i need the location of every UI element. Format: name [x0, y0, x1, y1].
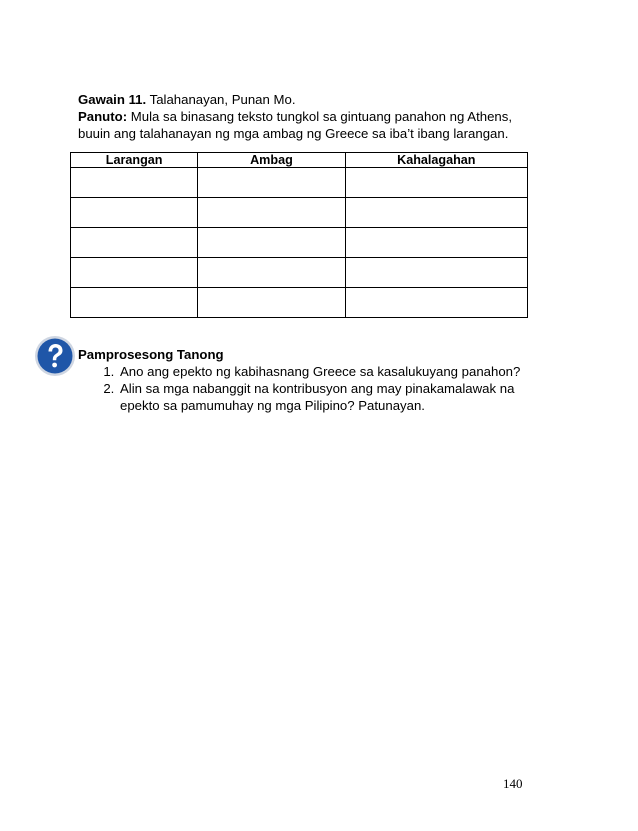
activity-subtitle: Talahanayan, Punan Mo. [146, 92, 296, 107]
instruction-label: Panuto: [78, 109, 128, 124]
questions-list [78, 363, 548, 414]
table-row [71, 198, 528, 228]
table-cell [71, 258, 198, 288]
table-row [71, 168, 528, 198]
table-row [71, 258, 528, 288]
question-mark-icon [34, 335, 76, 377]
processing-questions [78, 346, 548, 414]
activity-title-line [78, 91, 548, 108]
table-row [71, 228, 528, 258]
table-body [71, 168, 528, 318]
instruction-line-1 [78, 108, 548, 125]
questions-title: Pamprosesong Tanong [78, 347, 224, 362]
table-cell [345, 168, 527, 198]
table-cell [198, 228, 345, 258]
header-ambag: Ambag [198, 153, 345, 168]
table-header-row [71, 153, 528, 168]
table-cell [198, 198, 345, 228]
table-cell [198, 288, 345, 318]
table-cell [71, 228, 198, 258]
table-cell [71, 288, 198, 318]
instruction-line-2: buuin ang talahanayan ng mga ambag ng Greece sa iba’t ibang larangan. [78, 126, 509, 141]
header-larangan: Larangan [71, 153, 198, 168]
table-cell [345, 198, 527, 228]
table-cell [345, 288, 527, 318]
table-cell [198, 258, 345, 288]
instruction-text-1: Mula sa binasang teksto tungkol sa gintuang panahon ng Athens, [127, 109, 513, 124]
question-item-1: 1. Ano ang epekto ng kabihasnang Greece sa kasalukuyang panahon? [118, 363, 548, 380]
page-number: 140 [503, 776, 523, 791]
activity-heading [78, 91, 548, 142]
table-cell [198, 168, 345, 198]
table-cell [345, 258, 527, 288]
question-item-2: 2. Alin sa mga nabanggit na kontribusyon ang may pinakamalawak na epekto sa pamumuhay ng mga Pilipino? Patunayan. [118, 380, 548, 414]
table-cell [71, 198, 198, 228]
table-cell [345, 228, 527, 258]
table-row [71, 288, 528, 318]
contributions-table [70, 152, 528, 318]
table-cell [71, 168, 198, 198]
activity-title: Gawain 11. [78, 92, 147, 107]
header-kahalagahan: Kahalagahan [345, 153, 527, 168]
